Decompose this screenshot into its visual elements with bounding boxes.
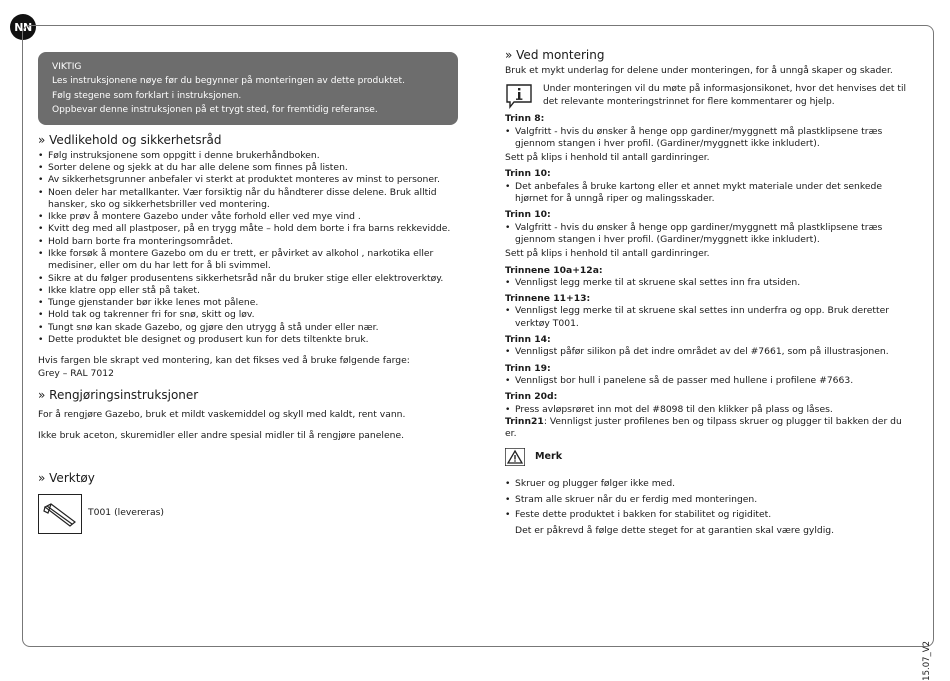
cleaning-text: Ikke bruk aceton, skuremidler eller andre spesial midler til å rengjøre panelene. bbox=[38, 430, 405, 442]
important-title: VIKTIG bbox=[52, 62, 82, 72]
step-extra: Sett på klips i henhold til antall gardinringer. bbox=[505, 152, 710, 164]
step-list bbox=[505, 346, 910, 358]
important-line: Følg stegene som forklart i instruksjonen. bbox=[52, 90, 242, 101]
step-list bbox=[505, 277, 910, 289]
color-code: Grey – RAL 7012 bbox=[38, 367, 114, 379]
step-heading: Trinn 19: bbox=[505, 362, 551, 374]
note-title: Merk bbox=[535, 451, 563, 463]
assembly-step bbox=[505, 113, 910, 164]
step-list bbox=[505, 222, 910, 247]
info-note bbox=[505, 83, 910, 109]
step-heading: Trinn21 bbox=[505, 415, 544, 427]
step-heading: Trinn 8: bbox=[505, 113, 545, 125]
list-item: • Tunge gjenstander bør ikke lenes mot pålene. bbox=[38, 297, 458, 309]
step-text: • Vennligst bor hull i panelene så de passer med hullene i profilene #7663. bbox=[505, 375, 910, 387]
list-item: • Følg instruksjonene som oppgitt i denne brukerhåndboken. bbox=[38, 150, 458, 162]
step-heading: Trinnene 11+13: bbox=[505, 293, 591, 305]
cleaning-text: For å rengjøre Gazebo, bruk et mildt vaskemiddel og skyll med kaldt, rent vann. bbox=[38, 408, 406, 420]
step-text: • Valgfritt - hvis du ønsker å henge opp gardiner/myggnett må plastklipsene træs gjennom stangen i hver profil. (Gardiner/myggnett ikke inkludert). bbox=[505, 126, 910, 151]
note-list bbox=[505, 476, 910, 523]
step-text: : Vennligst juster profilenes ben og tilpass skruer og plugger til bakken der du er. bbox=[505, 415, 902, 440]
step-text: • Vennligst legg merke til at skruene skal settes inn underfra og opp. Bruk deretter verktøy T001. bbox=[505, 305, 910, 330]
list-item: • Noen deler har metallkanter. Vær forsiktig når du håndterer disse delene. Bruk alltid hansker, sko og sikkerhetsbriller ved montering. bbox=[38, 187, 458, 212]
tool-image bbox=[38, 494, 82, 534]
step-heading: Trinn 10: bbox=[505, 168, 551, 180]
cleaning-title: » Rengjøringsinstruksjoner bbox=[38, 387, 199, 402]
step-text: • Valgfritt - hvis du ønsker å henge opp gardiner/myggnett må plastklipsene træs gjennom stangen i hver profil. (Gardiner/myggnett ikke inkludert). bbox=[505, 222, 910, 247]
list-item: • Dette produktet ble designet og produsert kun for dets tiltenkte bruk. bbox=[38, 334, 458, 346]
note-header bbox=[505, 448, 910, 466]
step-heading: Trinn 14: bbox=[505, 334, 551, 346]
step-list bbox=[505, 181, 910, 206]
hex-key-icon bbox=[41, 497, 79, 531]
note-extra: Det er påkrevd å følge dette steget for at garantien skal være gyldig. bbox=[515, 524, 835, 536]
assembly-step bbox=[505, 168, 910, 205]
step-list bbox=[505, 126, 910, 151]
step-extra: Sett på klips i henhold til antall gardinringer. bbox=[505, 248, 710, 260]
assembly-step bbox=[505, 209, 910, 260]
color-note: Hvis fargen ble skrapt ved montering, kan det fikses ved å bruke følgende farge: bbox=[38, 355, 410, 367]
list-item: • Hold tak og takrenner fri for snø, skitt og løv. bbox=[38, 309, 458, 321]
assembly-step bbox=[505, 334, 910, 359]
warning-icon bbox=[505, 448, 525, 466]
step-heading: Trinn 20d: bbox=[505, 391, 558, 403]
left-column bbox=[38, 52, 458, 534]
steps-list bbox=[505, 113, 910, 416]
assembly-step bbox=[505, 363, 910, 388]
list-item: • Av sikkerhetsgrunner anbefaler vi sterkt at produktet monteres av minst to personer. bbox=[38, 174, 458, 186]
important-line: Les instruksjonene nøye før du begynner på monteringen av dette produktet. bbox=[52, 76, 405, 87]
right-column bbox=[505, 48, 910, 538]
step-text: • Vennligst påfør silikon på det indre området av del #7661, som på illustrasjonen. bbox=[505, 346, 910, 358]
list-item: • Ikke klatre opp eller stå på taket. bbox=[38, 285, 458, 297]
list-item: • Sikre at du følger produsentens sikkerhetsråd når du bruker stige eller elektroverktøy. bbox=[38, 273, 458, 285]
list-item: • Stram alle skruer når du er ferdig med monteringen. bbox=[505, 492, 910, 508]
step-heading: Trinnene 10a+12a: bbox=[505, 264, 603, 276]
tool-label: T001 (levereras) bbox=[88, 507, 164, 519]
assembly-step bbox=[505, 391, 910, 416]
list-item: • Skruer og plugger følger ikke med. bbox=[505, 476, 910, 492]
language-badge: NN bbox=[10, 14, 36, 40]
info-text: Under monteringen vil du møte på informasjonsikonet, hvor det henvises det til det relevante monteringstrinnet for flere kommentarer og hjelp. bbox=[543, 84, 906, 107]
list-item: • Ikke forsøk å montere Gazebo om du er trett, er påvirket av alkohol , narkotika eller medisiner, eller om du har lett for å bli svimmel. bbox=[38, 248, 458, 273]
assembly-step bbox=[505, 293, 910, 330]
version-label: 15.07_V2 bbox=[922, 641, 932, 681]
assembly-step bbox=[505, 265, 910, 290]
list-item: • Sorter delene og sjekk at du har alle delene som finnes på listen. bbox=[38, 162, 458, 174]
step-list bbox=[505, 404, 910, 416]
assembly-title: » Ved montering bbox=[505, 48, 605, 62]
step-text: • Press avløpsrøret inn mot del #8098 til den klikker på plass og låses. bbox=[505, 404, 910, 416]
tools-title: » Verktøy bbox=[38, 470, 95, 485]
list-item: • Kvitt deg med all plastposer, på en trygg måte – hold dem borte i fra barns rekkevidde. bbox=[38, 223, 458, 235]
step-trinn21 bbox=[505, 416, 910, 441]
step-heading: Trinn 10: bbox=[505, 209, 551, 221]
list-item: • Hold barn borte fra monteringsområdet. bbox=[38, 236, 458, 248]
maintenance-title: » Vedlikehold og sikkerhetsråd bbox=[38, 132, 222, 147]
step-list bbox=[505, 375, 910, 387]
tool-row bbox=[38, 494, 458, 534]
step-text: • Det anbefales å bruke kartong eller et annet mykt materiale under det senkede hjørnet for å unngå riper og malingsskader. bbox=[505, 181, 910, 206]
list-item: • Tungt snø kan skade Gazebo, og gjøre den utrygg å stå under eller nær. bbox=[38, 322, 458, 334]
maintenance-list bbox=[38, 150, 458, 347]
step-list bbox=[505, 305, 910, 330]
assembly-intro: Bruk et mykt underlag for delene under monteringen, for å unngå skaper og skader. bbox=[505, 65, 893, 76]
important-line: Oppbevar denne instruksjonen på et trygt sted, for fremtidig referanse. bbox=[52, 105, 378, 116]
list-item: • Feste dette produktet i bakken for stabilitet og rigiditet. bbox=[505, 507, 910, 523]
info-icon bbox=[505, 83, 533, 109]
step-text: • Vennligst legg merke til at skruene skal settes inn fra utsiden. bbox=[505, 277, 910, 289]
important-box bbox=[38, 52, 458, 125]
list-item: • Ikke prøv å montere Gazebo under våte forhold eller ved mye vind . bbox=[38, 211, 458, 223]
